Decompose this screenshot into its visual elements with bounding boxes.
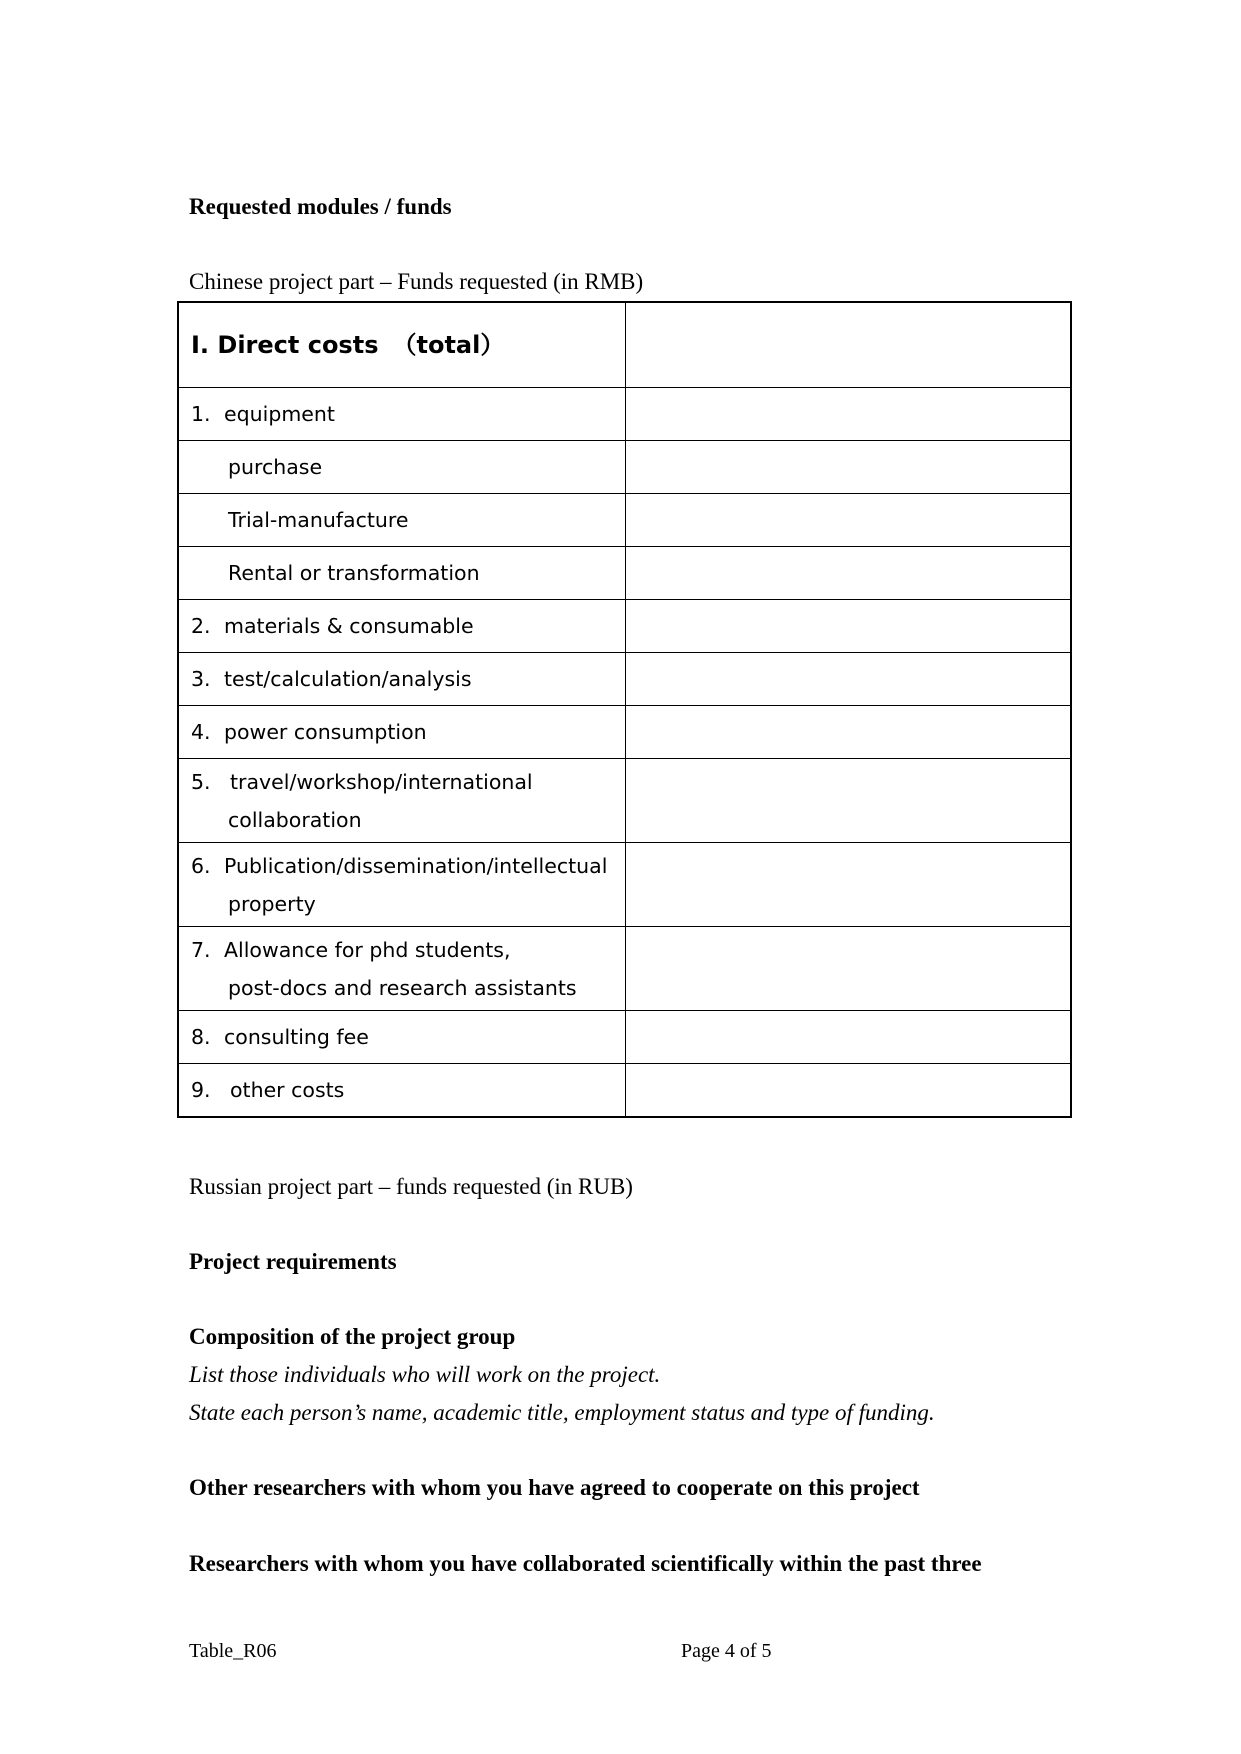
row-number: 8. xyxy=(191,1025,211,1049)
row-number: 2. xyxy=(191,614,211,638)
table-row xyxy=(178,494,1071,547)
chinese-part-caption: Chinese project part – Funds requested (in RMB) xyxy=(189,269,644,294)
row-label-continued: post-docs and research assistants xyxy=(228,975,577,1000)
table-header-row xyxy=(178,302,1071,388)
row-number: 1. xyxy=(191,402,211,426)
row-value[interactable] xyxy=(626,494,1072,547)
row-value[interactable] xyxy=(626,388,1072,441)
row-label: Rental or transformation xyxy=(228,561,480,585)
table-row xyxy=(178,547,1071,600)
row-label-continued: collaboration xyxy=(228,807,362,832)
row-label: power consumption xyxy=(224,720,427,744)
row-label: Publication/dissemination/intellectual xyxy=(224,853,608,878)
row-number: 9. xyxy=(191,1078,211,1102)
section-heading-composition: Composition of the project group xyxy=(189,1324,516,1349)
section-heading-other-researchers: Other researchers with whom you have agreed to cooperate on this project xyxy=(189,1475,920,1500)
table-row xyxy=(178,1064,1071,1118)
table-row xyxy=(178,706,1071,759)
row-value[interactable] xyxy=(626,441,1072,494)
row-value[interactable] xyxy=(626,1064,1072,1118)
row-value[interactable] xyxy=(626,1011,1072,1064)
row-label: travel/workshop/international xyxy=(230,769,533,794)
direct-costs-text: I. Direct costs xyxy=(191,331,379,359)
row-label: equipment xyxy=(224,402,335,426)
table-row xyxy=(178,441,1071,494)
row-number: 3. xyxy=(191,667,211,691)
row-value[interactable] xyxy=(626,843,1072,927)
table-row xyxy=(178,759,1071,843)
composition-instruction-1: List those individuals who will work on the project. xyxy=(189,1362,661,1387)
table-row xyxy=(178,927,1071,1011)
row-value[interactable] xyxy=(626,706,1072,759)
row-label: Trial-manufacture xyxy=(228,508,409,532)
table-row xyxy=(178,843,1071,927)
row-number: 5. xyxy=(191,769,211,794)
direct-costs-suffix: （total） xyxy=(392,331,505,359)
row-label: purchase xyxy=(228,455,323,479)
funds-table xyxy=(177,301,1072,1118)
row-label: materials & consumable xyxy=(224,614,474,638)
russian-part-caption: Russian project part – funds requested (in RUB) xyxy=(189,1174,633,1199)
row-label-continued: property xyxy=(228,891,316,916)
row-value[interactable] xyxy=(626,759,1072,843)
row-value[interactable] xyxy=(626,927,1072,1011)
row-label: other costs xyxy=(230,1078,345,1102)
row-value[interactable] xyxy=(626,547,1072,600)
row-value[interactable] xyxy=(626,600,1072,653)
footer-page-number: Page 4 of 5 xyxy=(681,1640,772,1662)
row-label: consulting fee xyxy=(224,1025,369,1049)
footer-table-id: Table_R06 xyxy=(189,1640,277,1662)
direct-costs-label xyxy=(178,302,626,388)
table-row xyxy=(178,388,1071,441)
table-row xyxy=(178,600,1071,653)
section-heading-funds: Requested modules / funds xyxy=(189,194,452,219)
section-heading-requirements: Project requirements xyxy=(189,1249,397,1274)
row-number: 7. xyxy=(191,937,211,962)
direct-costs-value[interactable] xyxy=(626,302,1072,388)
section-heading-collaborated: Researchers with whom you have collaborated scientifically within the past three xyxy=(189,1551,982,1576)
row-number: 6. xyxy=(191,853,211,878)
row-label: test/calculation/analysis xyxy=(224,667,472,691)
row-label: Allowance for phd students, xyxy=(224,937,511,962)
row-number: 4. xyxy=(191,720,211,744)
row-value[interactable] xyxy=(626,653,1072,706)
table-row xyxy=(178,1011,1071,1064)
table-row xyxy=(178,653,1071,706)
composition-instruction-2: State each person’s name, academic title, employment status and type of funding. xyxy=(189,1400,935,1425)
